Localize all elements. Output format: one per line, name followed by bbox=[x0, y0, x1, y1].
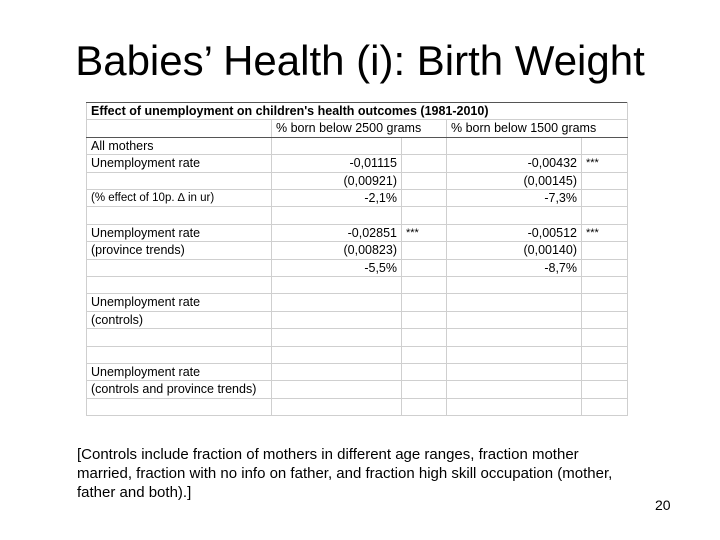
row1-col1-coef: -0,01115 bbox=[272, 155, 402, 172]
table-row bbox=[87, 137, 628, 154]
table-row bbox=[87, 190, 628, 207]
results-table bbox=[86, 102, 627, 416]
row3-label-b: (controls) bbox=[87, 311, 272, 328]
table-row bbox=[87, 398, 628, 415]
row1-col2-coef: -0,00432 bbox=[447, 155, 582, 172]
row1-col1-se: (0,00921) bbox=[272, 172, 402, 189]
row2-col1-se: (0,00823) bbox=[272, 242, 402, 259]
table-row bbox=[87, 224, 628, 241]
table-row bbox=[87, 242, 628, 259]
row2-col1-coef: -0,02851 bbox=[272, 224, 402, 241]
controls-note: [Controls include fraction of mothers in different age ranges, fraction mother married, fraction with no info on father, and fraction high skill occupation (mother, father and both).] bbox=[77, 446, 613, 501]
section-all-mothers: All mothers bbox=[87, 137, 272, 154]
table-row bbox=[87, 259, 628, 276]
table-row bbox=[87, 294, 628, 311]
table-row bbox=[87, 277, 628, 294]
table-row bbox=[87, 381, 628, 398]
row1-col2-effect: -7,3% bbox=[447, 190, 582, 207]
table-row bbox=[87, 172, 628, 189]
table-title-row bbox=[87, 103, 628, 120]
table-row bbox=[87, 329, 628, 346]
table-row bbox=[87, 311, 628, 328]
row1-label: Unemployment rate bbox=[87, 155, 272, 172]
row2-label-b: (province trends) bbox=[87, 242, 272, 259]
col2-header: % born below 1500 grams bbox=[447, 120, 628, 137]
row4-label-b: (controls and province trends) bbox=[87, 381, 272, 398]
slide-title: Babies’ Health (i): Birth Weight bbox=[75, 37, 645, 84]
row2-col2-stars: *** bbox=[582, 224, 628, 241]
row1-col2-stars: *** bbox=[582, 155, 628, 172]
table-row bbox=[87, 155, 628, 172]
row2-col2-effect: -8,7% bbox=[447, 259, 582, 276]
col1-header: % born below 2500 grams bbox=[272, 120, 447, 137]
table-header-row bbox=[87, 120, 628, 137]
row2-col2-se: (0,00140) bbox=[447, 242, 582, 259]
effect-label: (% effect of 10p. ∆ in ur) bbox=[87, 190, 272, 207]
row1-col1-effect: -2,1% bbox=[272, 190, 402, 207]
page-number: 20 bbox=[655, 497, 671, 513]
row4-label-a: Unemployment rate bbox=[87, 364, 272, 381]
row2-col1-effect: -5,5% bbox=[272, 259, 402, 276]
row1-col2-se: (0,00145) bbox=[447, 172, 582, 189]
table-title: Effect of unemployment on children's health outcomes (1981-2010) bbox=[87, 103, 628, 120]
row2-col2-coef: -0,00512 bbox=[447, 224, 582, 241]
table-row bbox=[87, 346, 628, 363]
table-row bbox=[87, 207, 628, 224]
row3-label-a: Unemployment rate bbox=[87, 294, 272, 311]
row2-label-a: Unemployment rate bbox=[87, 224, 272, 241]
table-row bbox=[87, 364, 628, 381]
row2-col1-stars: *** bbox=[402, 224, 447, 241]
